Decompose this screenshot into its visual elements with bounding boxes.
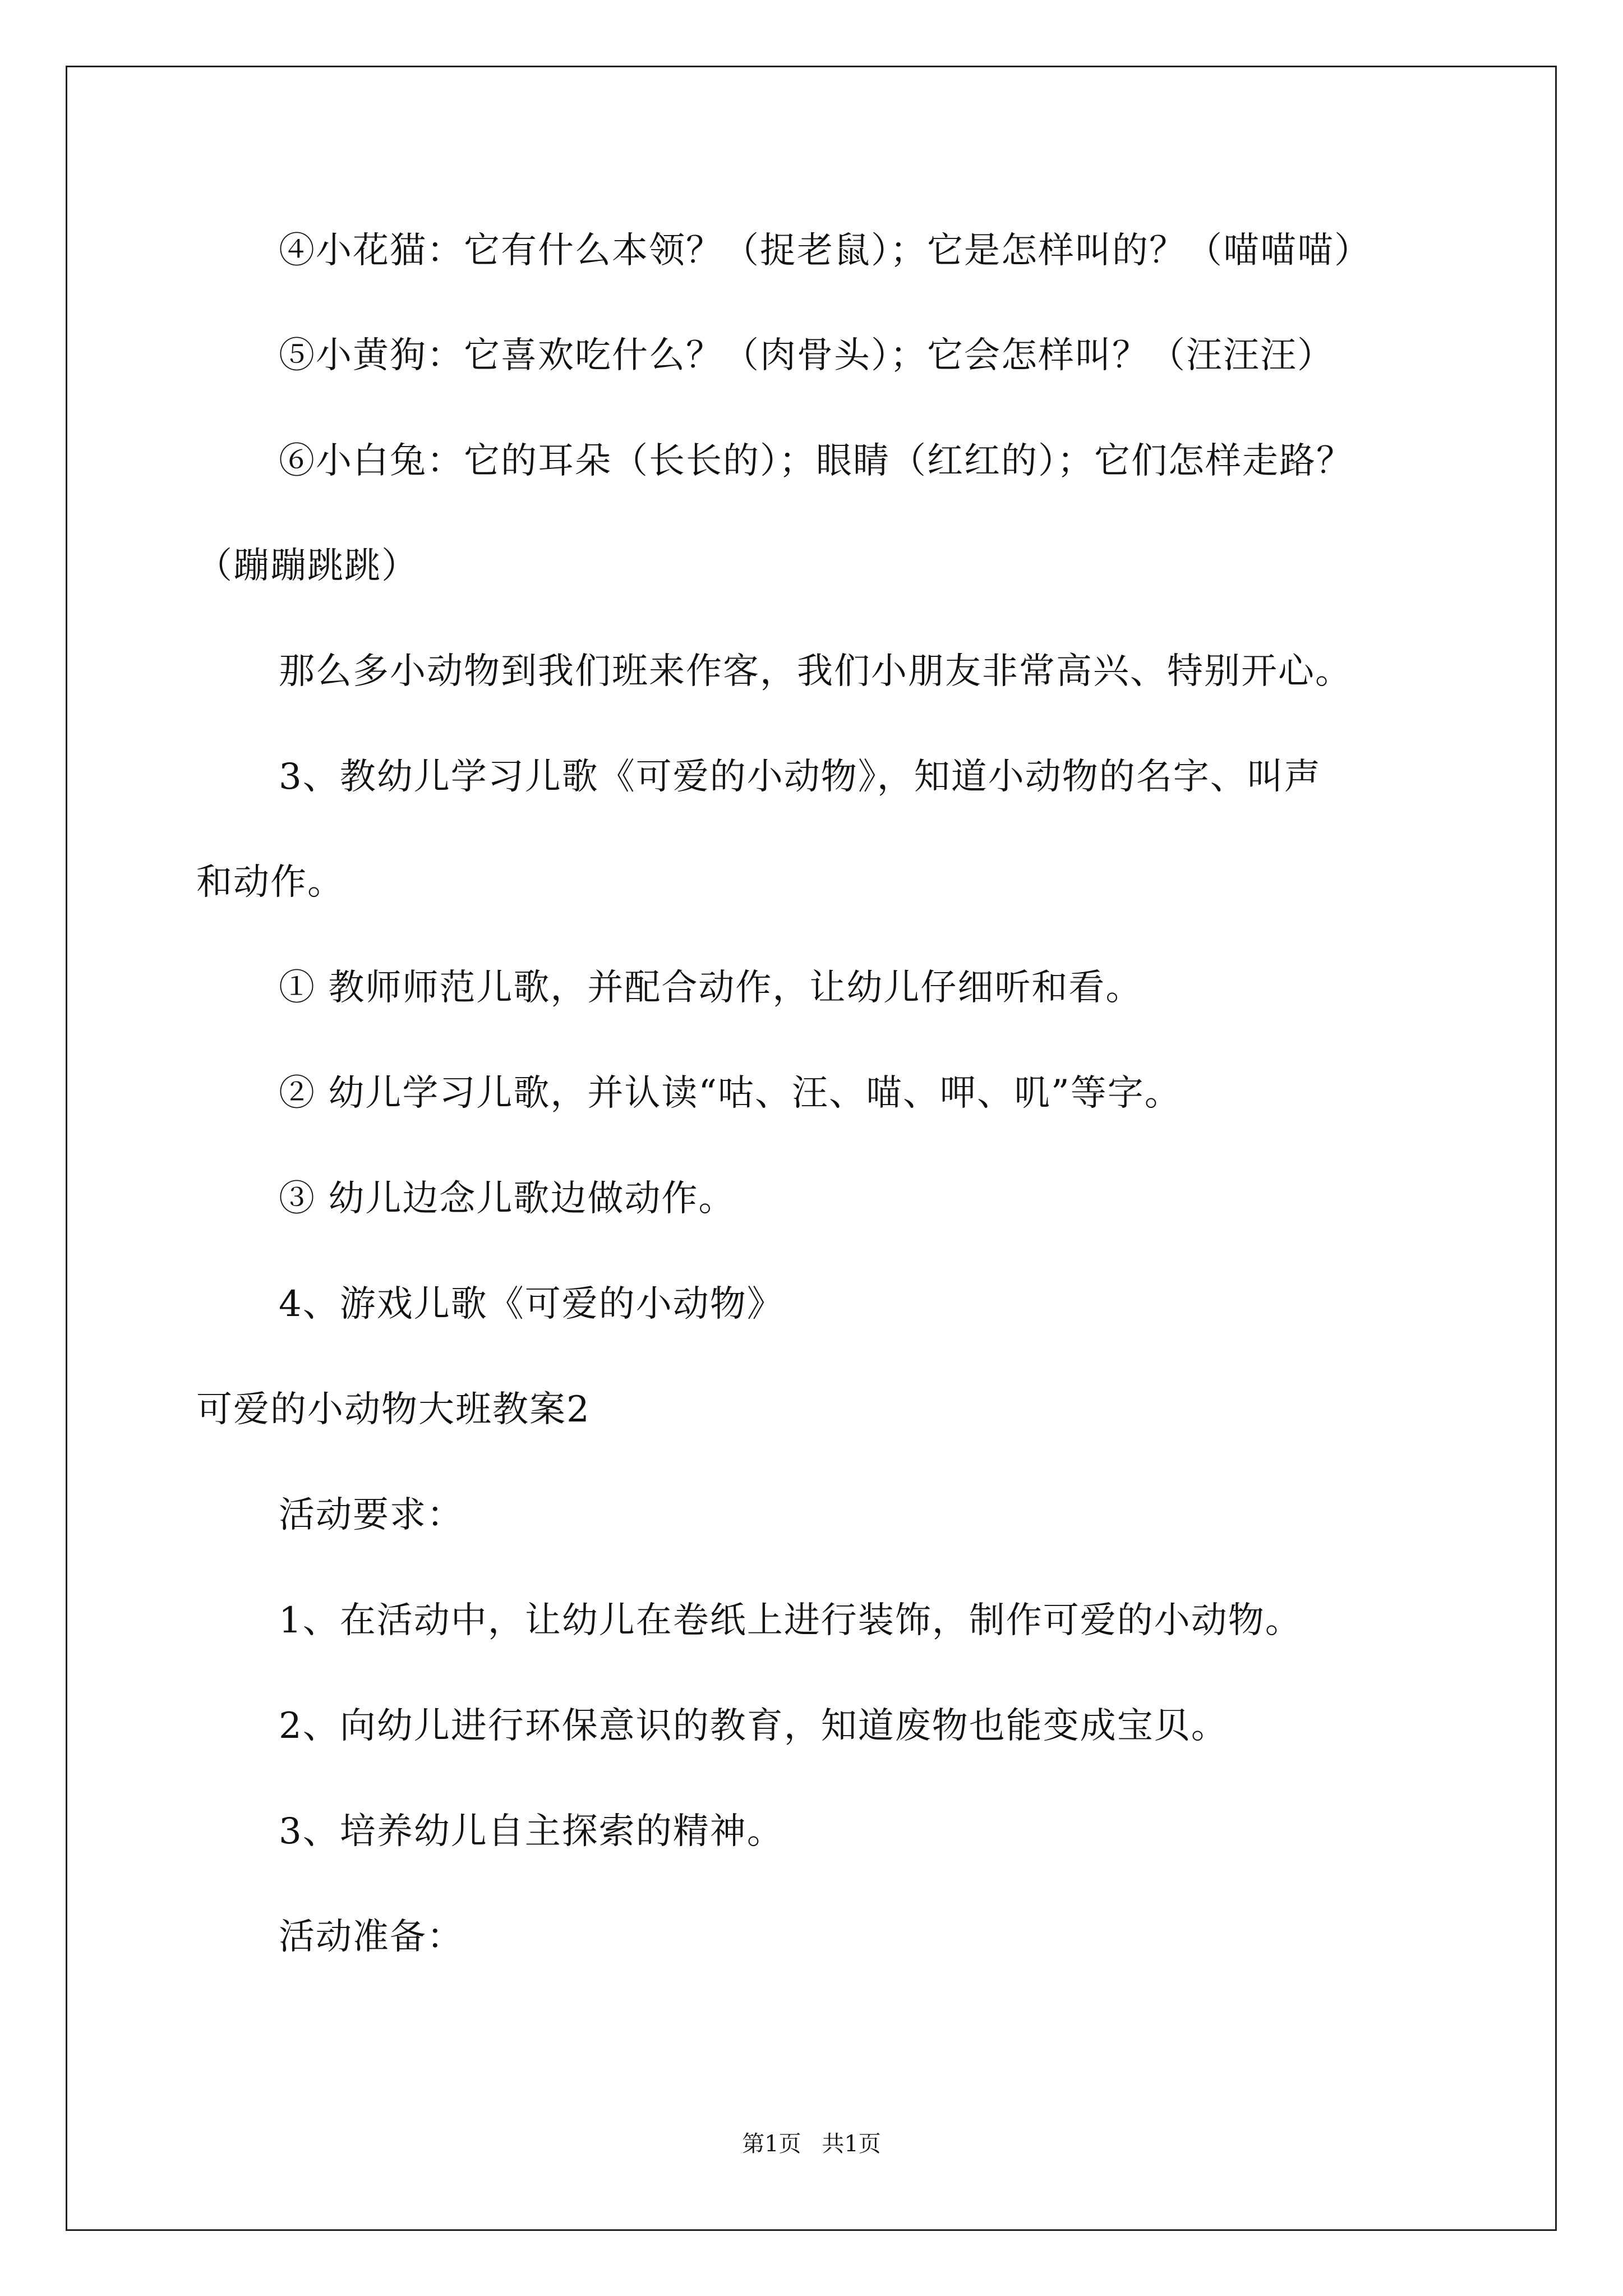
page-number-current: 第1页 (742, 2131, 801, 2157)
list-item: ② 幼儿学习儿歌，并认读“咕、汪、喵、呷、叽”等字。 (279, 1073, 1182, 1114)
paragraph-line: 3、教幼儿学习儿歌《可爱的小动物》，知道小动物的名字、叫声 (279, 756, 1321, 798)
paragraph-line: 和动作。 (196, 862, 344, 903)
paragraph-line: （蹦蹦跳跳） (196, 545, 418, 587)
paragraph-line: 活动要求： (279, 1494, 464, 1536)
list-item: 3、培养幼儿自主探索的精神。 (279, 1811, 784, 1852)
page-number-total: 共1页 (822, 2131, 881, 2157)
paragraph-line: 活动准备： (279, 1916, 464, 1958)
page-border (66, 66, 1557, 2231)
paragraph-line: ④小花猫：它有什么本领？（捉老鼠）；它是怎样叫的？（喵喵喵） (279, 230, 1371, 272)
paragraph-line: 4、游戏儿歌《可爱的小动物》 (279, 1283, 784, 1325)
section-heading: 可爱的小动物大班教案2 (196, 1389, 591, 1430)
paragraph-line: ⑤小黄狗：它喜欢吃什么？（肉骨头）；它会怎样叫？（汪汪汪） (279, 335, 1334, 376)
page-footer (0, 2130, 1623, 2158)
paragraph-line: 那么多小动物到我们班来作客，我们小朋友非常高兴、特别开心。 (279, 651, 1352, 692)
list-item: ③ 幼儿边念儿歌边做动作。 (279, 1178, 736, 1220)
list-item: 1、在活动中，让幼儿在卷纸上进行装饰，制作可爱的小动物。 (279, 1600, 1302, 1641)
paragraph-line: ⑥小白兔：它的耳朵（长长的）；眼睛（红红的）；它们怎样走路？ (279, 440, 1353, 482)
list-item: ① 教师师范儿歌，并配合动作，让幼儿仔细听和看。 (279, 967, 1143, 1009)
list-item: 2、向幼儿进行环保意识的教育，知道废物也能变成宝贝。 (279, 1705, 1228, 1747)
